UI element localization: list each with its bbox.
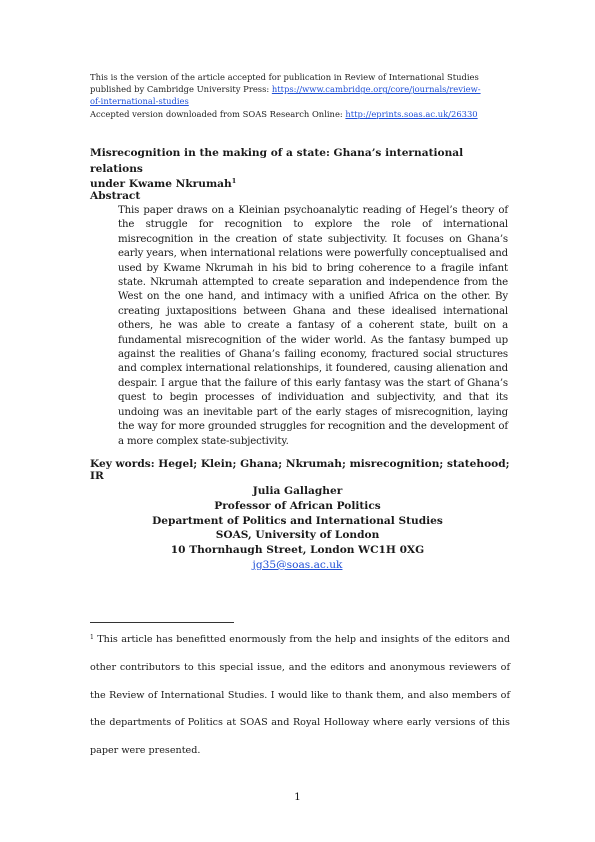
journal-url-link-continued[interactable]: of-international-studies bbox=[90, 96, 189, 107]
notice-line-3-prefix: Accepted version downloaded from SOAS Research Online: bbox=[90, 108, 346, 119]
author-email-line bbox=[0, 558, 595, 573]
footnote-marker: 1 bbox=[90, 634, 94, 641]
eprints-url-link[interactable]: http://eprints.soas.ac.uk/26330 bbox=[345, 108, 478, 119]
notice-line-3 bbox=[90, 108, 510, 120]
notice-line-2-prefix: published by Cambridge University Press: bbox=[90, 84, 272, 95]
notice-line-2 bbox=[90, 83, 510, 95]
author-name: Julia Gallagher bbox=[252, 485, 343, 497]
title-footnote-marker[interactable]: 1 bbox=[231, 177, 237, 186]
notice-line-2b bbox=[90, 95, 510, 107]
author-institution: SOAS, University of London bbox=[215, 529, 380, 542]
footnote bbox=[90, 626, 510, 765]
footnote-separator bbox=[90, 622, 234, 623]
publication-notice bbox=[90, 71, 510, 120]
title-line-1: Misrecognition in the making of a state: Ghana’s international relations bbox=[90, 147, 464, 175]
abstract-body: This paper draws on a Kleinian psychoanalytic reading of Hegel’s theory of the struggle for recognition to explore the role of international misrecognition in the creation of state subjectivity. It focuses on Ghana’s early years, when international relations were powerfully conceptualised and used by Kwame Nkrumah in his bid to bring coherence to a fragile infant state. Nkrumah attempted to create separation and independence from the West on the one hand, and intimacy with a unified Africa on the other. By creating juxtapositions between Ghana and these idealised international others, he was able to create a fantasy of a coherent state, built on a fundamental misrecognition of the wider world. As the fantasy bumped up against the realities of Ghana’s failing economy, fractured social structures and complex international relationships, it foundered, causing alienation and despair. I argue that the failure of this early fantasy was the start of Ghana’s quest to begin processes of individuation and subjectivity, and that its undoing was an inevitable part of the early stages of misrecognition, laying the way for more grounded struggles for recognition and the development of a more complex state-subjectivity. bbox=[118, 205, 508, 447]
page-number: 1 bbox=[294, 791, 301, 803]
author-position: Professor of African Politics bbox=[214, 499, 381, 512]
title-line-2 bbox=[90, 177, 500, 193]
author-address: 10 Thornhaugh Street, London WC1H 0XG bbox=[170, 544, 425, 557]
author-block bbox=[0, 484, 595, 573]
keywords: Key words: Hegel; Klein; Ghana; Nkrumah; misrecognition; statehood; IR bbox=[90, 458, 510, 482]
article-title bbox=[90, 146, 500, 193]
journal-url-link[interactable]: https://www.cambridge.org/core/journals/review- bbox=[271, 84, 481, 95]
author-email-link[interactable]: jg35@soas.ac.uk bbox=[252, 558, 343, 571]
notice-line-1: This is the version of the article accepted for publication in Review of International Studies bbox=[90, 72, 479, 82]
title-line-2-text: under Kwame Nkrumah bbox=[90, 178, 232, 191]
abstract-heading: Abstract bbox=[90, 190, 141, 202]
author-department: Department of Politics and International Studies bbox=[152, 514, 443, 527]
footnote-text: This article has benefitted enormously from the help and insights of the editors and other contributors to this special issue, and the editors and anonymous reviewers of the Review of International Studies. I would like to thank them, and also members of the departments of Politics at SOAS and Royal Holloway where early versions of this paper were presented. bbox=[90, 634, 510, 757]
